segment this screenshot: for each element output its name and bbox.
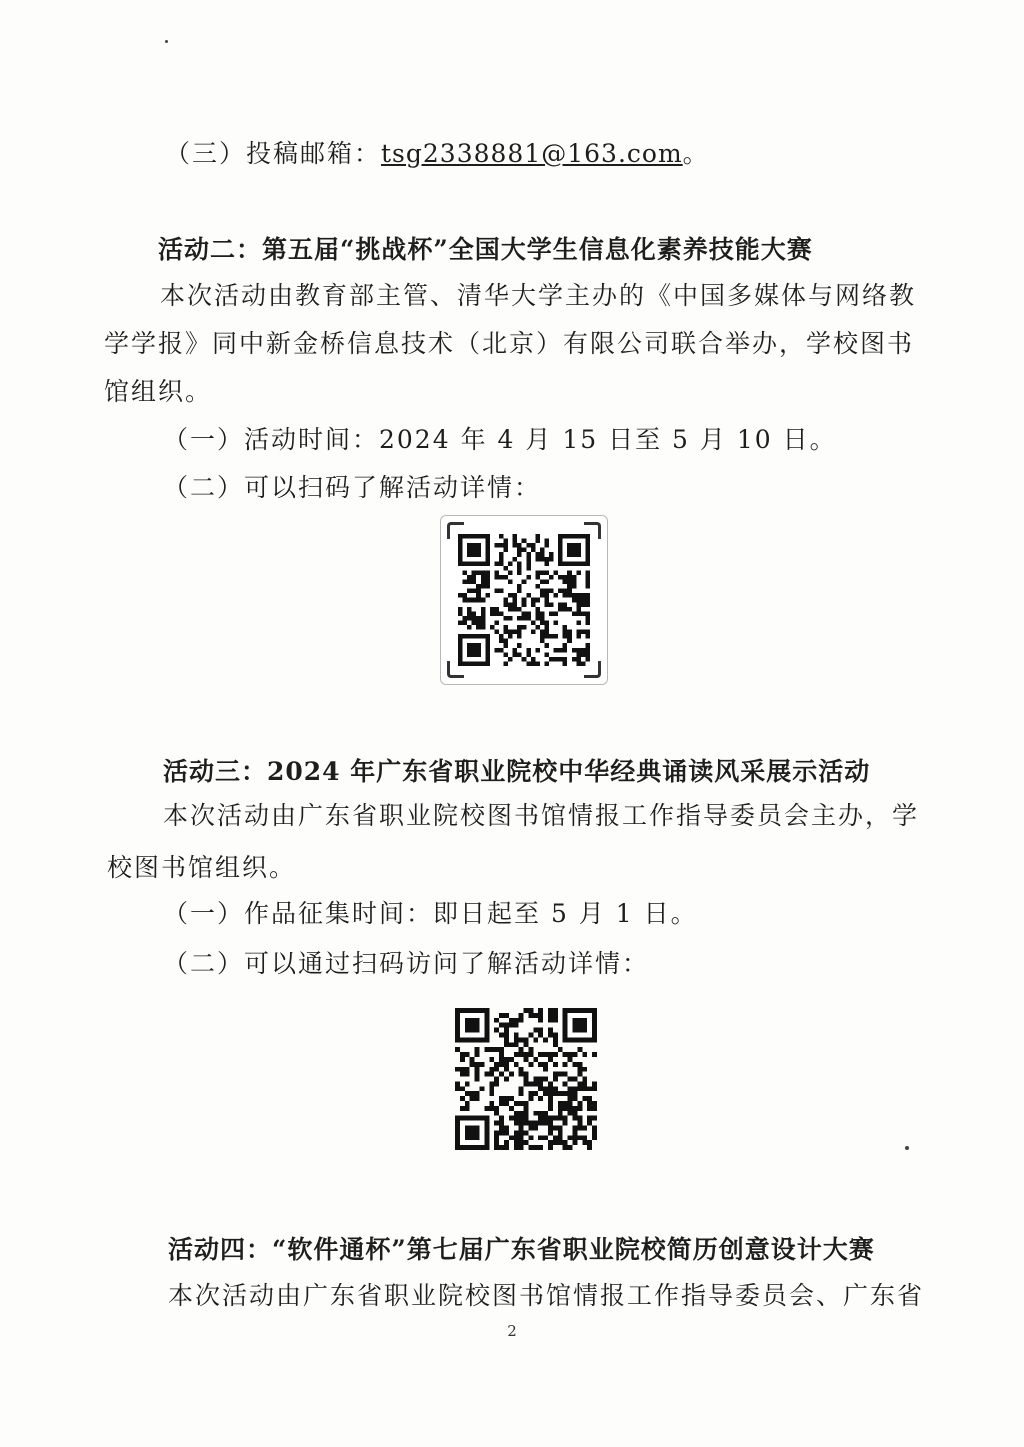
activity-2-paragraph-line: 馆组织。 xyxy=(104,377,213,406)
email-link[interactable]: tsg2338881@163.com xyxy=(381,139,683,168)
activity-4-heading: 活动四：“软件通杯”第七届广东省职业院校简历创意设计大赛 xyxy=(168,1235,875,1264)
activity-3-paragraph-line: 本次活动由广东省职业院校图书馆情报工作指导委员会主办，学 xyxy=(163,801,920,830)
activity-3-heading: 活动三：2024 年广东省职业院校中华经典诵读风采展示活动 xyxy=(163,757,871,786)
scan-speck xyxy=(165,40,168,43)
qr-code-icon[interactable] xyxy=(455,1008,597,1150)
email-suffix: 。 xyxy=(682,139,710,168)
activity-2-qr-frame[interactable] xyxy=(440,515,608,685)
activity-4-paragraph-line: 本次活动由广东省职业院校图书馆情报工作指导委员会、广东省 xyxy=(168,1281,925,1310)
activity-2-scan-note: （二）可以扫码了解活动详情： xyxy=(163,473,542,502)
activity-3-scan-note: （二）可以通过扫码访问了解活动详情： xyxy=(163,949,650,978)
email-line xyxy=(165,138,710,170)
activity-2-heading: 活动二：第五届“挑战杯”全国大学生信息化素养技能大赛 xyxy=(158,235,813,264)
activity-3-time: （一）作品征集时间：即日起至 5 月 1 日。 xyxy=(163,899,698,928)
email-label: （三）投稿邮箱： xyxy=(165,139,382,168)
activity-2-paragraph-line: 本次活动由教育部主管、清华大学主办的《中国多媒体与网络教 xyxy=(160,281,917,310)
page-number: 2 xyxy=(507,1322,517,1340)
activity-2-paragraph-line: 学学报》同中新金桥信息技术（北京）有限公司联合举办，学校图书 xyxy=(104,329,915,358)
activity-2-time: （一）活动时间：2024 年 4 月 15 日至 5 月 10 日。 xyxy=(163,425,837,454)
scan-speck xyxy=(905,1146,909,1150)
activity-3-paragraph-line: 校图书馆组织。 xyxy=(107,853,297,882)
qr-code-icon[interactable] xyxy=(458,534,590,666)
